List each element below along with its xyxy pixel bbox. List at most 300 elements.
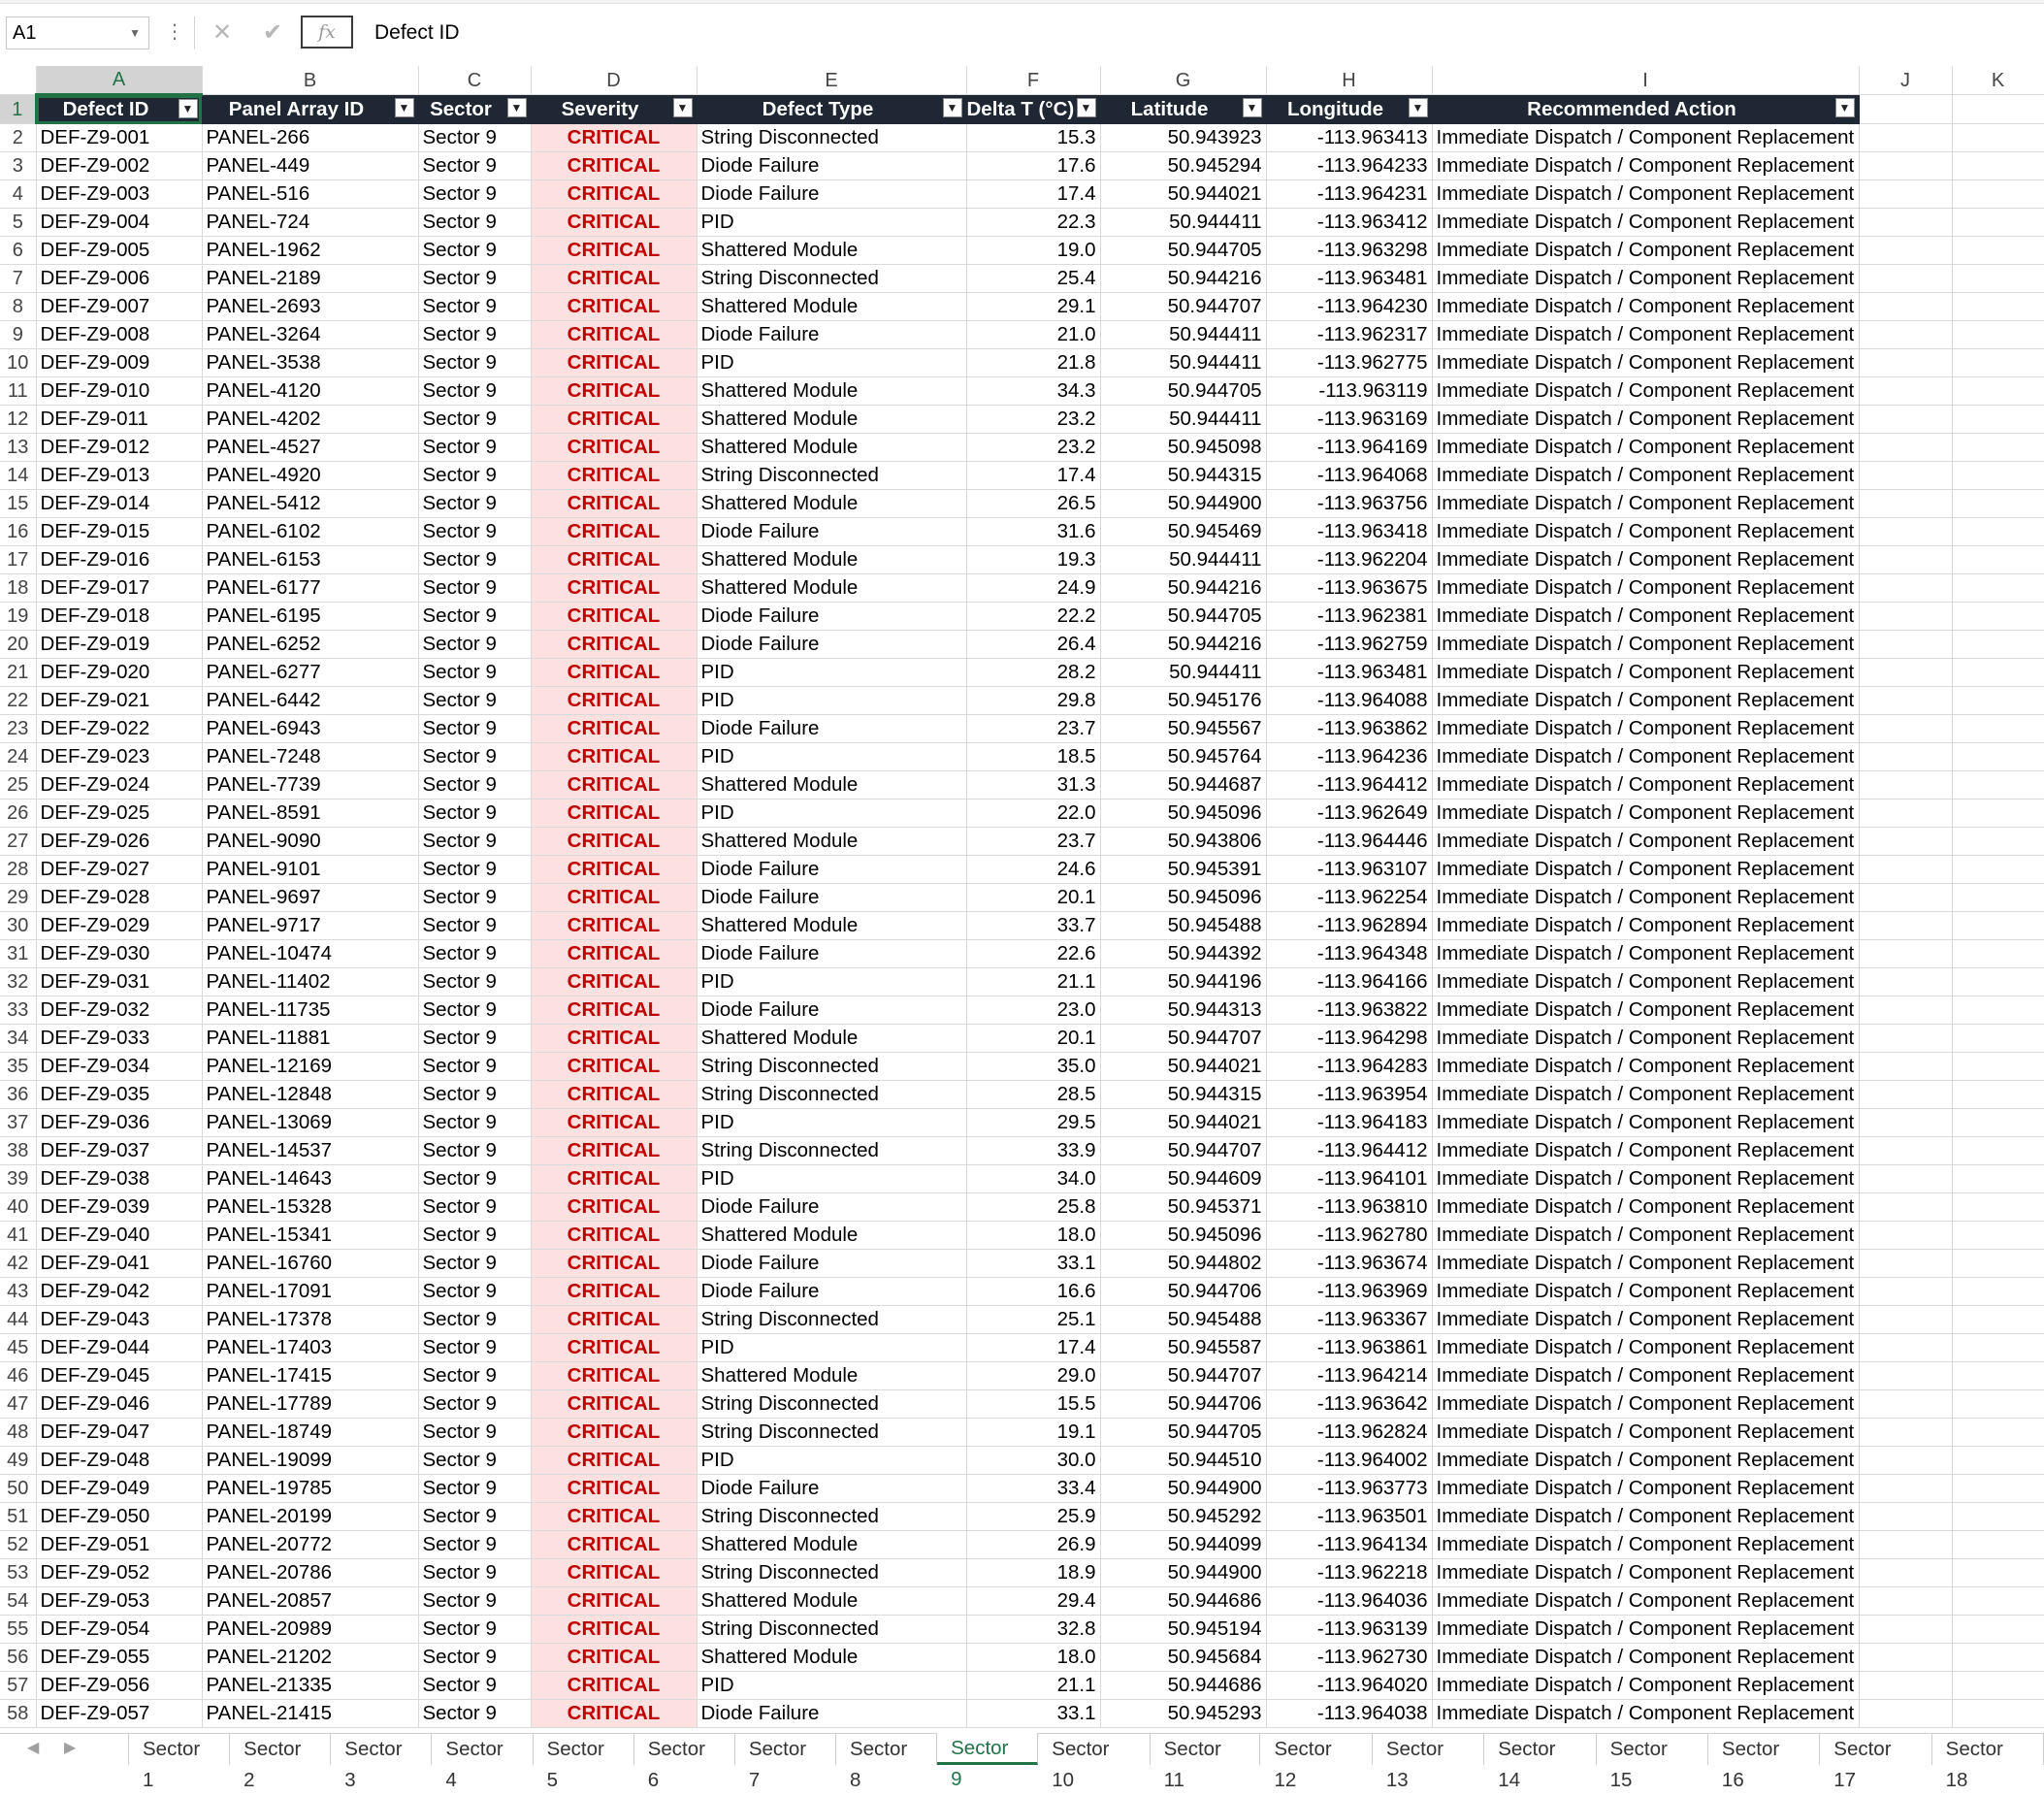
column-header-a[interactable]: A [36,66,202,95]
cell[interactable]: Immediate Dispatch / Component Replacement [1432,687,1859,715]
cell[interactable]: Diode Failure [697,1250,966,1278]
cell[interactable]: Immediate Dispatch / Component Replacement [1432,1390,1859,1419]
empty-cell[interactable] [1859,771,1952,800]
cell[interactable]: -113.964446 [1266,828,1432,856]
cell[interactable]: Shattered Module [697,1025,966,1053]
cell[interactable]: -113.963119 [1266,377,1432,406]
empty-cell[interactable] [1859,406,1952,434]
cell[interactable]: PANEL-13069 [202,1109,418,1137]
sheet-tab[interactable]: Sector 3 [331,1734,432,1765]
cell[interactable]: PANEL-19099 [202,1447,418,1475]
severity-cell[interactable]: CRITICAL [531,1222,697,1250]
severity-cell[interactable]: CRITICAL [531,349,697,377]
cell[interactable]: 31.6 [966,518,1100,546]
cell[interactable]: Sector 9 [418,1419,531,1447]
severity-cell[interactable]: CRITICAL [531,1390,697,1419]
empty-cell[interactable] [1952,1109,2044,1137]
cell[interactable]: DEF-Z9-008 [36,321,202,349]
cell[interactable]: Shattered Module [697,237,966,265]
cell[interactable]: PANEL-14537 [202,1137,418,1165]
severity-cell[interactable]: CRITICAL [531,265,697,293]
row-header[interactable]: 25 [0,771,36,800]
row-header[interactable]: 12 [0,406,36,434]
cell[interactable]: DEF-Z9-030 [36,940,202,968]
empty-cell[interactable] [1859,603,1952,631]
cell[interactable]: 50.945096 [1100,800,1266,828]
cell[interactable]: Sector 9 [418,1306,531,1334]
cell[interactable]: -113.964412 [1266,771,1432,800]
severity-cell[interactable]: CRITICAL [531,771,697,800]
cell[interactable]: DEF-Z9-036 [36,1109,202,1137]
cell[interactable]: -113.964183 [1266,1109,1432,1137]
cell[interactable]: DEF-Z9-039 [36,1193,202,1222]
cell[interactable]: 50.944609 [1100,1165,1266,1193]
column-header-d[interactable]: D [531,66,697,95]
severity-cell[interactable]: CRITICAL [531,631,697,659]
filter-dropdown-icon[interactable]: ▼ [1409,98,1428,117]
empty-cell[interactable] [1859,828,1952,856]
cell[interactable]: DEF-Z9-035 [36,1081,202,1109]
cell[interactable]: PID [697,687,966,715]
cell[interactable]: 50.945096 [1100,1222,1266,1250]
empty-cell[interactable] [1859,293,1952,321]
cell[interactable]: PANEL-12848 [202,1081,418,1109]
cell[interactable]: PANEL-724 [202,209,418,237]
chevron-down-icon[interactable]: ▼ [129,26,141,40]
cell[interactable]: PANEL-21415 [202,1700,418,1728]
cell[interactable]: PANEL-3538 [202,349,418,377]
cell[interactable]: Immediate Dispatch / Component Replacement [1432,546,1859,574]
cell[interactable]: DEF-Z9-043 [36,1306,202,1334]
cell[interactable]: Shattered Module [697,434,966,462]
cell[interactable]: Immediate Dispatch / Component Replacement [1432,434,1859,462]
cell[interactable]: 22.0 [966,800,1100,828]
row-header[interactable]: 3 [0,152,36,180]
cell[interactable]: DEF-Z9-004 [36,209,202,237]
cell[interactable]: Shattered Module [697,546,966,574]
cell[interactable]: DEF-Z9-051 [36,1531,202,1559]
cell[interactable]: DEF-Z9-016 [36,546,202,574]
cell[interactable]: Immediate Dispatch / Component Replacement [1432,968,1859,996]
empty-cell[interactable] [1859,1222,1952,1250]
cell[interactable]: Shattered Module [697,377,966,406]
cell[interactable]: PID [697,1165,966,1193]
row-header[interactable]: 51 [0,1503,36,1531]
cell[interactable]: PANEL-17091 [202,1278,418,1306]
cell[interactable]: 21.8 [966,349,1100,377]
row-header[interactable]: 50 [0,1475,36,1503]
cell[interactable]: 23.0 [966,996,1100,1025]
cell[interactable]: Sector 9 [418,884,531,912]
column-header-h[interactable]: H [1266,66,1432,95]
cell[interactable]: Sector 9 [418,631,531,659]
severity-cell[interactable]: CRITICAL [531,1700,697,1728]
cell[interactable]: -113.964088 [1266,687,1432,715]
cell[interactable]: Immediate Dispatch / Component Replacement [1432,1081,1859,1109]
cell[interactable]: Shattered Module [697,1587,966,1616]
sheet-tab[interactable]: Sector 16 [1708,1734,1820,1765]
cell[interactable]: Immediate Dispatch / Component Replacement [1432,828,1859,856]
row-header[interactable]: 40 [0,1193,36,1222]
cell[interactable]: PID [697,1334,966,1362]
cell[interactable]: Shattered Module [697,490,966,518]
cell[interactable]: 50.944315 [1100,462,1266,490]
cell[interactable]: DEF-Z9-001 [36,124,202,152]
cell[interactable]: -113.963139 [1266,1616,1432,1644]
sheet-tab[interactable]: Sector 1 [128,1734,230,1765]
cell[interactable]: 23.2 [966,434,1100,462]
empty-cell[interactable] [1952,743,2044,771]
cell[interactable]: 18.5 [966,743,1100,771]
cell[interactable]: 18.0 [966,1644,1100,1672]
filter-dropdown-icon[interactable]: ▼ [507,98,527,117]
cell[interactable]: -113.963822 [1266,996,1432,1025]
cell[interactable]: Diode Failure [697,884,966,912]
severity-cell[interactable]: CRITICAL [531,293,697,321]
cell[interactable]: Sector 9 [418,434,531,462]
cell[interactable]: PANEL-6177 [202,574,418,603]
cell[interactable]: Sector 9 [418,237,531,265]
empty-cell[interactable] [1859,743,1952,771]
severity-cell[interactable]: CRITICAL [531,968,697,996]
cell[interactable]: -113.963418 [1266,518,1432,546]
cell[interactable]: Sector 9 [418,349,531,377]
cell[interactable]: Immediate Dispatch / Component Replacement [1432,1025,1859,1053]
cell[interactable]: PANEL-20989 [202,1616,418,1644]
cell[interactable]: -113.962218 [1266,1559,1432,1587]
cell[interactable]: PID [697,800,966,828]
empty-cell[interactable] [1952,828,2044,856]
filter-dropdown-icon[interactable]: ▼ [178,99,198,118]
empty-cell[interactable] [1952,1081,2044,1109]
severity-cell[interactable]: CRITICAL [531,856,697,884]
cell[interactable]: Sector 9 [418,659,531,687]
cell[interactable]: 50.944706 [1100,1390,1266,1419]
cell[interactable]: DEF-Z9-057 [36,1700,202,1728]
cell[interactable]: PANEL-11881 [202,1025,418,1053]
cell[interactable]: -113.963954 [1266,1081,1432,1109]
cancel-icon[interactable]: ✕ [211,19,233,46]
cell[interactable]: Sector 9 [418,265,531,293]
cell[interactable]: DEF-Z9-006 [36,265,202,293]
sheet-tab[interactable]: Sector 4 [432,1734,533,1765]
column-header-f[interactable]: F [966,66,1100,95]
empty-cell[interactable] [1952,1390,2044,1419]
cell[interactable]: 50.945371 [1100,1193,1266,1222]
empty-cell[interactable] [1952,856,2044,884]
cell[interactable]: 29.0 [966,1362,1100,1390]
cell[interactable]: 33.9 [966,1137,1100,1165]
sheet-tab[interactable]: Sector 15 [1597,1734,1708,1765]
header-cell[interactable] [966,95,1100,124]
empty-cell[interactable] [1952,1616,2044,1644]
cell[interactable]: Immediate Dispatch / Component Replacement [1432,406,1859,434]
cell[interactable]: 50.944687 [1100,771,1266,800]
cell[interactable]: Sector 9 [418,1503,531,1531]
cell[interactable]: Immediate Dispatch / Component Replacement [1432,1644,1859,1672]
cell[interactable]: DEF-Z9-033 [36,1025,202,1053]
cell[interactable]: 33.1 [966,1700,1100,1728]
cell[interactable]: -113.963861 [1266,1334,1432,1362]
cell[interactable]: Shattered Module [697,574,966,603]
cell[interactable]: PID [697,659,966,687]
cell[interactable]: PANEL-8591 [202,800,418,828]
empty-cell[interactable] [1859,1587,1952,1616]
cell[interactable]: PANEL-4120 [202,377,418,406]
cell[interactable]: PANEL-20857 [202,1587,418,1616]
cell[interactable]: PANEL-20786 [202,1559,418,1587]
cell[interactable]: 19.3 [966,546,1100,574]
cell[interactable]: Sector 9 [418,490,531,518]
cell[interactable]: Immediate Dispatch / Component Replacement [1432,1306,1859,1334]
cell[interactable]: 50.944705 [1100,237,1266,265]
cell[interactable]: Immediate Dispatch / Component Replacement [1432,321,1859,349]
cell[interactable]: Sector 9 [418,771,531,800]
cell[interactable]: DEF-Z9-044 [36,1334,202,1362]
empty-cell[interactable] [1952,1644,2044,1672]
empty-cell[interactable] [1952,462,2044,490]
cell[interactable]: -113.963674 [1266,1250,1432,1278]
cell[interactable]: 50.945469 [1100,518,1266,546]
empty-cell[interactable] [1952,95,2044,124]
cell[interactable]: Sector 9 [418,1362,531,1390]
cell[interactable]: DEF-Z9-010 [36,377,202,406]
cell[interactable]: Diode Failure [697,1193,966,1222]
empty-cell[interactable] [1859,1644,1952,1672]
cell[interactable]: DEF-Z9-015 [36,518,202,546]
cell[interactable]: 25.1 [966,1306,1100,1334]
cell[interactable]: -113.964020 [1266,1672,1432,1700]
cell[interactable]: Immediate Dispatch / Component Replacement [1432,996,1859,1025]
cell[interactable]: Shattered Module [697,912,966,940]
cell[interactable]: PANEL-21335 [202,1672,418,1700]
empty-cell[interactable] [1952,771,2044,800]
row-header[interactable]: 21 [0,659,36,687]
cell[interactable]: Immediate Dispatch / Component Replacement [1432,124,1859,152]
cell[interactable]: Diode Failure [697,856,966,884]
row-header[interactable]: 42 [0,1250,36,1278]
cell[interactable]: -113.963810 [1266,1193,1432,1222]
empty-cell[interactable] [1952,152,2044,180]
cell[interactable]: 50.943923 [1100,124,1266,152]
cell[interactable]: 50.944705 [1100,1419,1266,1447]
cell[interactable]: 17.4 [966,462,1100,490]
empty-cell[interactable] [1952,265,2044,293]
sheet-tab[interactable]: Sector 7 [735,1734,836,1765]
row-header[interactable]: 2 [0,124,36,152]
empty-cell[interactable] [1952,518,2044,546]
cell[interactable]: -113.962381 [1266,603,1432,631]
next-sheet-icon[interactable]: ▶ [64,1740,77,1756]
cell[interactable]: DEF-Z9-056 [36,1672,202,1700]
cell[interactable]: 18.9 [966,1559,1100,1587]
row-header[interactable]: 4 [0,180,36,209]
severity-cell[interactable]: CRITICAL [531,1109,697,1137]
empty-cell[interactable] [1952,659,2044,687]
cell[interactable]: PANEL-20772 [202,1531,418,1559]
column-header-k[interactable]: K [1952,66,2044,95]
cell[interactable]: 50.944411 [1100,321,1266,349]
cell[interactable]: DEF-Z9-020 [36,659,202,687]
cell[interactable]: DEF-Z9-009 [36,349,202,377]
cell[interactable]: 33.4 [966,1475,1100,1503]
cell[interactable]: 50.944099 [1100,1531,1266,1559]
row-header[interactable]: 1 [0,95,36,124]
cell[interactable]: DEF-Z9-055 [36,1644,202,1672]
severity-cell[interactable]: CRITICAL [531,1137,697,1165]
cell[interactable]: 25.8 [966,1193,1100,1222]
empty-cell[interactable] [1952,1447,2044,1475]
cell[interactable]: Immediate Dispatch / Component Replacement [1432,631,1859,659]
cell[interactable]: PANEL-15328 [202,1193,418,1222]
cell[interactable]: 50.944411 [1100,209,1266,237]
cell[interactable]: Diode Failure [697,1475,966,1503]
cell[interactable]: 29.5 [966,1109,1100,1137]
cell[interactable]: Immediate Dispatch / Component Replacement [1432,237,1859,265]
empty-cell[interactable] [1952,293,2044,321]
severity-cell[interactable]: CRITICAL [531,743,697,771]
cell[interactable]: Sector 9 [418,1053,531,1081]
cell[interactable]: -113.964412 [1266,1137,1432,1165]
cell[interactable]: -113.964134 [1266,1531,1432,1559]
cell[interactable]: -113.962204 [1266,546,1432,574]
cell[interactable]: -113.962824 [1266,1419,1432,1447]
cell[interactable]: 17.4 [966,1334,1100,1362]
severity-cell[interactable]: CRITICAL [531,406,697,434]
cell[interactable]: Immediate Dispatch / Component Replacement [1432,1447,1859,1475]
empty-cell[interactable] [1952,574,2044,603]
cell[interactable]: DEF-Z9-012 [36,434,202,462]
cell[interactable]: DEF-Z9-037 [36,1137,202,1165]
cell[interactable]: PANEL-1962 [202,237,418,265]
empty-cell[interactable] [1859,124,1952,152]
cell[interactable]: 28.2 [966,659,1100,687]
cell[interactable]: Diode Failure [697,940,966,968]
cell[interactable]: PID [697,968,966,996]
cell[interactable]: 18.0 [966,1222,1100,1250]
empty-cell[interactable] [1859,180,1952,209]
severity-cell[interactable]: CRITICAL [531,209,697,237]
cell[interactable]: DEF-Z9-011 [36,406,202,434]
cell[interactable]: Immediate Dispatch / Component Replacement [1432,771,1859,800]
cell[interactable]: Diode Failure [697,152,966,180]
empty-cell[interactable] [1952,603,2044,631]
empty-cell[interactable] [1952,1222,2044,1250]
cell[interactable]: DEF-Z9-054 [36,1616,202,1644]
empty-cell[interactable] [1859,659,1952,687]
sheet-tab[interactable]: Sector 5 [534,1734,634,1765]
cell[interactable]: 50.945292 [1100,1503,1266,1531]
row-header[interactable]: 7 [0,265,36,293]
cell[interactable]: String Disconnected [697,1616,966,1644]
cell[interactable]: Immediate Dispatch / Component Replacement [1432,1616,1859,1644]
cell[interactable]: -113.964038 [1266,1700,1432,1728]
empty-cell[interactable] [1859,349,1952,377]
cell[interactable]: 15.3 [966,124,1100,152]
severity-cell[interactable]: CRITICAL [531,1419,697,1447]
cell[interactable]: Immediate Dispatch / Component Replacement [1432,377,1859,406]
cell[interactable]: PID [697,209,966,237]
cell[interactable]: Shattered Module [697,1362,966,1390]
cell[interactable]: Immediate Dispatch / Component Replacement [1432,659,1859,687]
cell[interactable]: 24.9 [966,574,1100,603]
cell[interactable]: DEF-Z9-024 [36,771,202,800]
cell[interactable]: DEF-Z9-028 [36,884,202,912]
header-cell[interactable] [1432,95,1859,124]
cell[interactable]: String Disconnected [697,1053,966,1081]
column-header-e[interactable]: E [697,66,966,95]
cell[interactable]: Immediate Dispatch / Component Replacement [1432,1587,1859,1616]
cell[interactable]: 50.945391 [1100,856,1266,884]
empty-cell[interactable] [1859,1081,1952,1109]
cell[interactable]: 20.1 [966,1025,1100,1053]
empty-cell[interactable] [1859,996,1952,1025]
cell[interactable]: Sector 9 [418,1222,531,1250]
cell[interactable]: 50.945764 [1100,743,1266,771]
severity-cell[interactable]: CRITICAL [531,1250,697,1278]
empty-cell[interactable] [1952,940,2044,968]
cell[interactable]: DEF-Z9-002 [36,152,202,180]
cell[interactable]: -113.963862 [1266,715,1432,743]
cell[interactable]: 28.5 [966,1081,1100,1109]
select-all-corner[interactable] [0,66,36,95]
cell[interactable]: PID [697,1672,966,1700]
cell[interactable]: Immediate Dispatch / Component Replacement [1432,1475,1859,1503]
cell[interactable]: DEF-Z9-038 [36,1165,202,1193]
cell[interactable]: PANEL-3264 [202,321,418,349]
cell[interactable]: -113.962775 [1266,349,1432,377]
cell[interactable]: Immediate Dispatch / Component Replacement [1432,152,1859,180]
cell[interactable]: Sector 9 [418,518,531,546]
cell[interactable]: Immediate Dispatch / Component Replacement [1432,490,1859,518]
row-header[interactable]: 20 [0,631,36,659]
row-header[interactable]: 49 [0,1447,36,1475]
empty-cell[interactable] [1859,1334,1952,1362]
cell[interactable]: Sector 9 [418,574,531,603]
empty-cell[interactable] [1859,800,1952,828]
cell[interactable]: DEF-Z9-047 [36,1419,202,1447]
cell[interactable]: 22.3 [966,209,1100,237]
cell[interactable]: 50.944705 [1100,377,1266,406]
empty-cell[interactable] [1952,1700,2044,1728]
cell[interactable]: Immediate Dispatch / Component Replacement [1432,462,1859,490]
column-header-c[interactable]: C [418,66,531,95]
cell[interactable]: Immediate Dispatch / Component Replacement [1432,1503,1859,1531]
cell[interactable]: Sector 9 [418,968,531,996]
cell[interactable]: Immediate Dispatch / Component Replacement [1432,1419,1859,1447]
cell[interactable]: 50.945096 [1100,884,1266,912]
severity-cell[interactable]: CRITICAL [531,828,697,856]
empty-cell[interactable] [1952,406,2044,434]
cell[interactable]: 50.944900 [1100,1475,1266,1503]
cell[interactable]: 19.1 [966,1419,1100,1447]
empty-cell[interactable] [1952,996,2044,1025]
cell[interactable]: Diode Failure [697,1700,966,1728]
empty-cell[interactable] [1859,1390,1952,1419]
cell[interactable]: PANEL-17378 [202,1306,418,1334]
severity-cell[interactable]: CRITICAL [531,1644,697,1672]
cell[interactable]: 50.944707 [1100,293,1266,321]
cell[interactable]: -113.963298 [1266,237,1432,265]
cell[interactable]: 50.945488 [1100,1306,1266,1334]
empty-cell[interactable] [1952,1672,2044,1700]
row-header[interactable]: 58 [0,1700,36,1728]
cell[interactable]: 21.1 [966,1672,1100,1700]
header-cell[interactable] [1100,95,1266,124]
cell[interactable]: Sector 9 [418,940,531,968]
cell[interactable]: Sector 9 [418,1165,531,1193]
cell[interactable]: PANEL-17403 [202,1334,418,1362]
